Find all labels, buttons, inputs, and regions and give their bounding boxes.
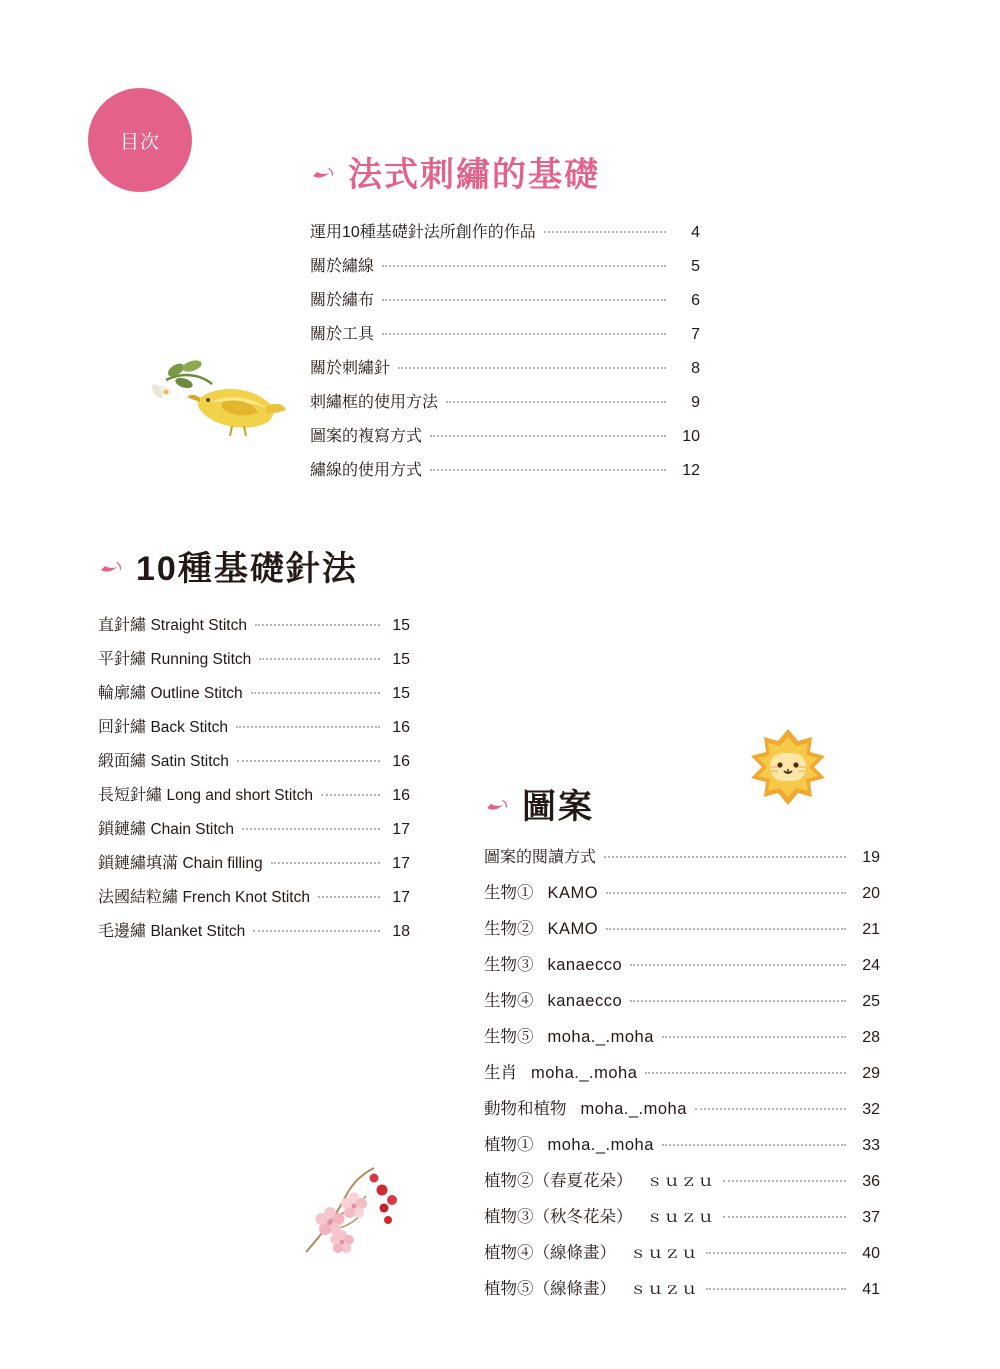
leader-dots	[446, 401, 666, 403]
pattern-name: 生物④	[484, 992, 534, 1010]
toc-entry[interactable]	[310, 259, 700, 275]
toc-entry-page: 40	[862, 1245, 880, 1262]
stitch-name-en: Outline Stitch	[150, 685, 243, 702]
toc-entry-label	[98, 720, 228, 736]
stitch-name-en: Running Stitch	[150, 651, 252, 668]
toc-entry[interactable]	[484, 1173, 880, 1190]
leader-dots	[430, 469, 666, 471]
pattern-author: moha._.moha	[547, 1028, 654, 1046]
leader-dots	[251, 692, 380, 694]
leader-dots	[236, 726, 380, 728]
toc-entry-page: 32	[862, 1101, 880, 1118]
leader-dots	[630, 1000, 846, 1002]
toc-entry-page: 15	[392, 685, 410, 702]
stitch-name-en: French Knot Stitch	[182, 889, 310, 906]
pattern-name: 生物⑤	[484, 1028, 534, 1046]
pattern-name: 生肖	[484, 1064, 517, 1082]
leader-dots	[604, 856, 846, 858]
toc-entry-label	[484, 1281, 698, 1298]
toc-badge-label: 目次	[119, 131, 160, 153]
toc-entry-label: 關於繡布	[310, 292, 375, 309]
toc-entry-label	[484, 850, 596, 866]
toc-entry[interactable]	[484, 850, 880, 866]
stitch-name-cn: 長短針繡	[98, 787, 163, 804]
toc-entry-page: 5	[691, 258, 700, 275]
pattern-name: 生物②	[484, 920, 534, 938]
leader-dots	[255, 624, 380, 626]
stitch-name-cn: 直針繡	[98, 617, 147, 634]
pattern-author: kanaecco	[547, 956, 623, 974]
leader-dots	[606, 892, 846, 894]
toc-entry-page: 16	[392, 753, 410, 770]
leader-dots	[630, 964, 846, 966]
toc-entry[interactable]	[484, 1029, 880, 1046]
toc-entry[interactable]	[484, 1065, 880, 1082]
toc-entry-page: 4	[691, 224, 700, 241]
stitch-name-cn: 緞面繡	[98, 753, 147, 770]
leader-dots	[382, 299, 666, 301]
toc-entry-label	[98, 788, 313, 804]
leader-dots	[253, 930, 380, 932]
toc-list-patterns	[484, 850, 880, 1317]
toc-entry-label	[484, 885, 598, 902]
pattern-name: 植物④（線條畫）	[484, 1244, 616, 1262]
toc-entry-page: 19	[862, 849, 880, 866]
stitch-name-en: Back Stitch	[150, 719, 228, 736]
toc-entry-label: 繡線的使用方式	[310, 462, 423, 479]
stitch-name-cn: 平針繡	[98, 651, 147, 668]
pattern-author: ｓｕｚｕ	[630, 1280, 698, 1298]
toc-entry-label: 運用10種基礎針法所創作的作品	[310, 224, 536, 241]
toc-entry-page: 37	[862, 1209, 880, 1226]
toc-entry-label	[98, 822, 234, 838]
toc-entry[interactable]	[310, 327, 700, 343]
toc-entry-page: 6	[691, 292, 700, 309]
toc-entry-label: 刺繡框的使用方法	[310, 394, 439, 411]
pattern-author: ｓｕｚｕ	[646, 1208, 715, 1226]
toc-entry[interactable]	[484, 1245, 880, 1262]
leader-dots	[544, 231, 666, 233]
toc-entry-page: 28	[862, 1029, 880, 1046]
toc-entry-label	[98, 652, 251, 668]
arrow-bullet-icon	[310, 162, 336, 188]
toc-entry[interactable]	[484, 921, 880, 938]
toc-entry[interactable]	[98, 686, 410, 702]
pattern-name: 生物①	[484, 884, 534, 902]
toc-entry-page: 9	[691, 394, 700, 411]
toc-entry-label	[484, 957, 622, 974]
toc-entry-page: 7	[691, 326, 700, 343]
section-title-stitches: 10種基礎針法	[136, 550, 358, 588]
toc-entry[interactable]	[98, 822, 410, 838]
toc-entry-page: 8	[691, 360, 700, 377]
toc-entry-label	[484, 1029, 654, 1046]
toc-entry-label	[98, 618, 247, 634]
toc-entry[interactable]	[98, 754, 410, 770]
toc-entry-label: 關於繡線	[310, 258, 375, 275]
toc-entry[interactable]	[484, 1209, 880, 1226]
bird-with-branch-embroidery-illustration	[148, 350, 288, 460]
pattern-author: moha._.moha	[547, 1136, 654, 1154]
pattern-name: 植物⑤（線條畫）	[484, 1280, 616, 1298]
leader-dots	[662, 1036, 846, 1038]
toc-entry-label	[484, 1245, 698, 1262]
leader-dots	[321, 794, 380, 796]
toc-entry[interactable]	[310, 293, 700, 309]
toc-entry[interactable]	[310, 395, 700, 411]
toc-entry-page: 17	[392, 855, 410, 872]
leader-dots	[723, 1216, 847, 1218]
toc-entry[interactable]	[98, 856, 410, 872]
toc-entry-label	[484, 1101, 687, 1118]
toc-entry-label	[98, 754, 229, 770]
section-title-basics: 法式刺繡的基礎	[348, 156, 600, 194]
leader-dots	[237, 760, 380, 762]
toc-entry-page: 36	[862, 1173, 880, 1190]
toc-entry-label: 關於刺繡針	[310, 360, 391, 377]
leader-dots	[430, 435, 666, 437]
toc-entry[interactable]	[98, 652, 410, 668]
toc-entry-label	[98, 856, 263, 872]
toc-entry-label: 圖案的複寫方式	[310, 428, 423, 445]
leader-dots	[259, 658, 380, 660]
leader-dots	[382, 265, 666, 267]
pattern-name: 植物③（秋冬花朵）	[484, 1208, 633, 1226]
arrow-bullet-icon	[98, 556, 124, 582]
toc-entry-page: 21	[862, 921, 880, 938]
toc-entry-page: 25	[862, 993, 880, 1010]
toc-entry-label	[484, 921, 598, 938]
leader-dots	[706, 1288, 846, 1290]
toc-entry-label	[484, 1137, 654, 1154]
leader-dots	[271, 862, 380, 864]
stitch-name-en: Chain filling	[182, 855, 263, 872]
pattern-author: moha._.moha	[580, 1100, 687, 1118]
stitch-name-en: Long and short Stitch	[166, 787, 313, 804]
toc-entry-label	[98, 686, 243, 702]
stitch-name-cn: 回針繡	[98, 719, 147, 736]
toc-entry-label	[484, 1209, 715, 1226]
toc-entry-page: 18	[392, 923, 410, 940]
toc-entry[interactable]	[98, 890, 410, 906]
stitch-name-cn: 法國結粒繡	[98, 889, 179, 906]
toc-entry-page: 15	[392, 617, 410, 634]
toc-entry-page: 10	[682, 428, 700, 445]
toc-entry-page: 16	[392, 787, 410, 804]
toc-entry[interactable]	[310, 463, 700, 479]
toc-entry-page: 15	[392, 651, 410, 668]
toc-entry[interactable]	[98, 720, 410, 736]
toc-entry[interactable]	[484, 1137, 880, 1154]
leader-dots	[382, 333, 666, 335]
leader-dots	[318, 896, 380, 898]
pattern-author: moha._.moha	[531, 1064, 638, 1082]
toc-entry-page: 17	[392, 889, 410, 906]
toc-entry[interactable]	[310, 429, 700, 445]
section-heading-patterns	[484, 790, 594, 824]
toc-entry[interactable]	[484, 1281, 880, 1298]
toc-entry[interactable]	[484, 885, 880, 902]
pattern-name: 植物②（春夏花朵）	[484, 1172, 633, 1190]
toc-list-basics	[310, 225, 700, 497]
toc-entry[interactable]	[310, 225, 700, 241]
toc-entry[interactable]	[310, 361, 700, 377]
leader-dots	[606, 928, 846, 930]
pattern-name: 圖案的閱讀方式	[484, 849, 597, 866]
stitch-name-cn: 毛邊繡	[98, 923, 147, 940]
toc-entry-page: 20	[862, 885, 880, 902]
toc-entry[interactable]	[484, 993, 880, 1010]
toc-entry-label: 關於工具	[310, 326, 375, 343]
toc-entry-label	[98, 924, 245, 940]
toc-entry-label	[98, 890, 310, 906]
section-title-patterns: 圖案	[522, 788, 594, 826]
toc-entry[interactable]	[98, 618, 410, 634]
leader-dots	[662, 1144, 846, 1146]
toc-entry-label	[484, 1065, 637, 1082]
cherry-blossom-branch-embroidery-illustration	[296, 1160, 412, 1256]
stitch-name-cn: 輪廓繡	[98, 685, 147, 702]
leader-dots	[398, 367, 666, 369]
lion-face-embroidery-illustration	[740, 725, 836, 811]
toc-entry[interactable]	[98, 924, 410, 940]
pattern-author: KAMO	[547, 884, 599, 902]
leader-dots	[242, 828, 380, 830]
pattern-name: 生物③	[484, 956, 534, 974]
toc-entry-page: 12	[682, 462, 700, 479]
stitch-name-cn: 鎖鏈繡	[98, 821, 147, 838]
toc-badge	[88, 88, 192, 192]
section-heading-basics	[310, 158, 600, 192]
toc-entry-page: 16	[392, 719, 410, 736]
leader-dots	[645, 1072, 846, 1074]
stitch-name-cn: 鎖鏈繡填滿	[98, 855, 179, 872]
toc-entry[interactable]	[98, 788, 410, 804]
pattern-author: kanaecco	[547, 992, 623, 1010]
toc-entry-page: 29	[862, 1065, 880, 1082]
pattern-author: KAMO	[547, 920, 599, 938]
arrow-bullet-icon	[484, 794, 510, 820]
leader-dots	[695, 1108, 846, 1110]
leader-dots	[723, 1180, 847, 1182]
stitch-name-en: Blanket Stitch	[150, 923, 246, 940]
toc-entry-page: 33	[862, 1137, 880, 1154]
leader-dots	[706, 1252, 846, 1254]
toc-list-stitches	[98, 618, 410, 958]
stitch-name-en: Chain Stitch	[150, 821, 235, 838]
pattern-name: 動物和植物	[484, 1100, 567, 1118]
toc-entry-page: 41	[862, 1281, 880, 1298]
toc-entry-page: 17	[392, 821, 410, 838]
pattern-name: 植物①	[484, 1136, 534, 1154]
pattern-author: ｓｕｚｕ	[646, 1172, 715, 1190]
toc-entry-page: 24	[862, 957, 880, 974]
toc-entry[interactable]	[484, 1101, 880, 1118]
toc-entry[interactable]	[484, 957, 880, 974]
pattern-author: ｓｕｚｕ	[630, 1244, 698, 1262]
toc-entry-label	[484, 1173, 715, 1190]
stitch-name-en: Satin Stitch	[150, 753, 229, 770]
section-heading-stitches	[98, 552, 358, 586]
toc-entry-label	[484, 993, 622, 1010]
stitch-name-en: Straight Stitch	[150, 617, 247, 634]
